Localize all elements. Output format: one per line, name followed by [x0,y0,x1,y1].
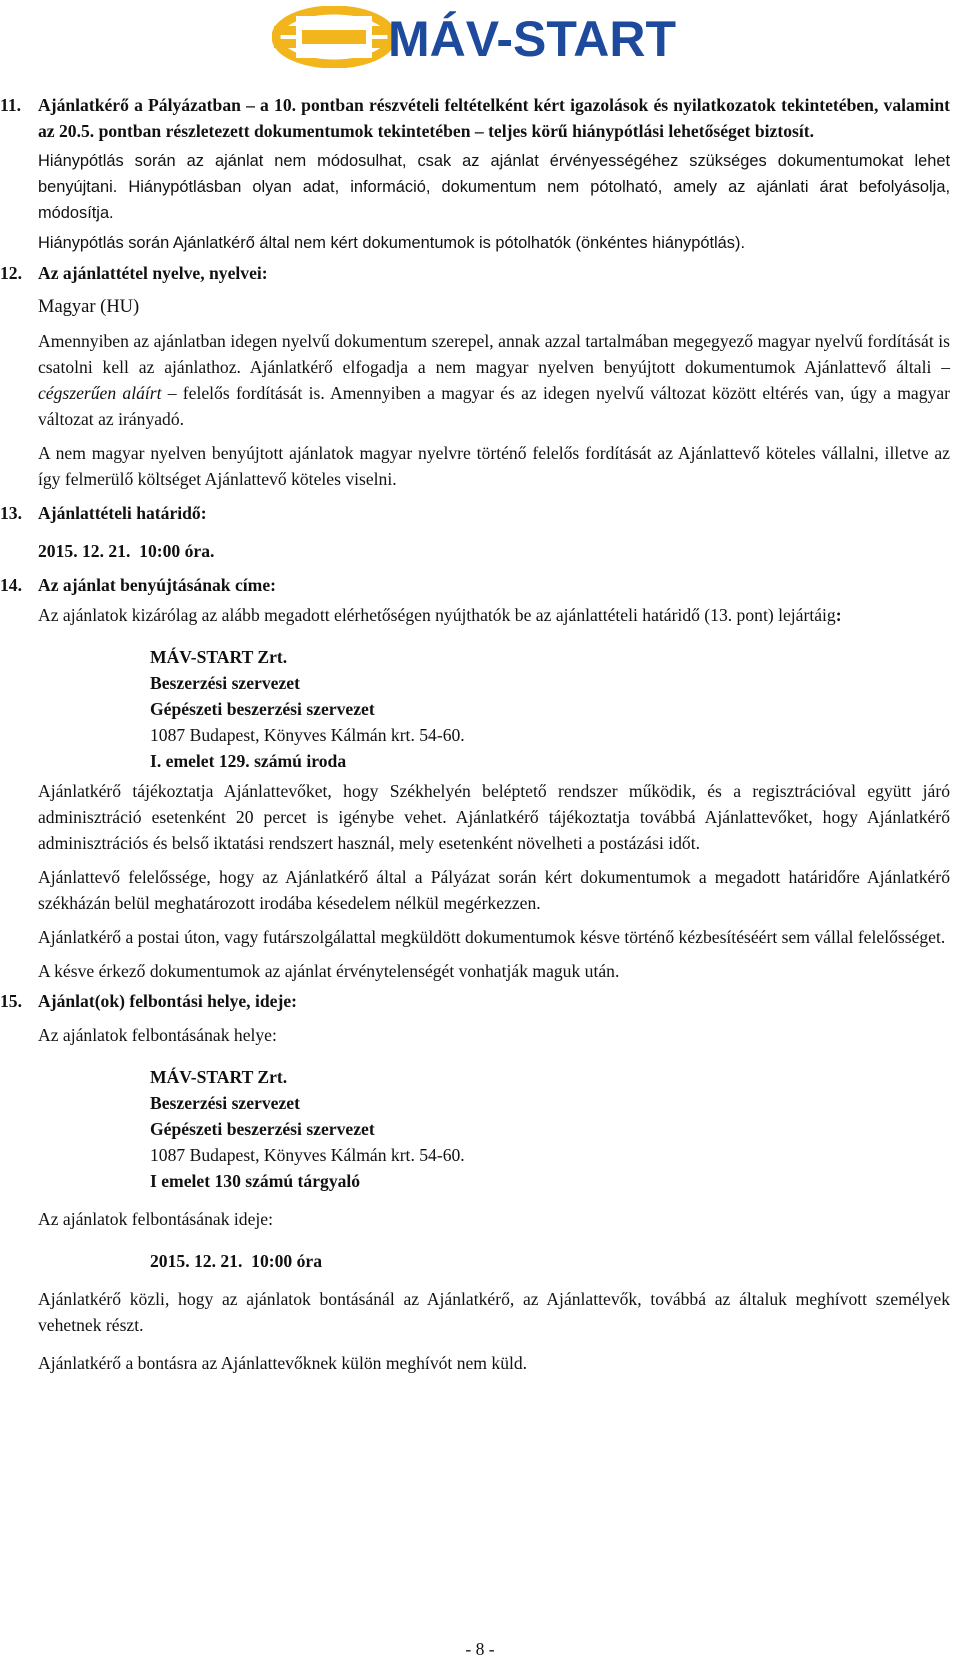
address-company: MÁV-START Zrt. [150,647,288,667]
address-org: Beszerzési szervezet [150,673,300,693]
section-13 [0,500,960,564]
section-number: 13. [0,503,22,523]
section-12 [0,260,960,492]
paragraph: Ajánlatkérő a postai úton, vagy futárszolgálattal megküldött dokumentumok késve történő kézbesítéséért sem vállal felelősséget. [38,927,946,947]
address-room-number: I. emelet 129. [150,751,250,771]
address-room-label: számú iroda [249,751,347,771]
section-title: Az ajánlattétel nyelve, nyelvei: [38,263,268,283]
submission-address [0,644,960,774]
address-company: MÁV-START Zrt. [150,1067,288,1087]
mav-start-logo [272,6,682,68]
paragraph [0,602,960,628]
paragraph-text: Az ajánlatok kizárólag az alább megadott elérhetőségen nyújthatók be az ajánlattételi határidő (13. pont) lejártáig [38,605,836,625]
paragraph: Ajánlattevő felelőssége, hogy az Ajánlatkérő által a Pályázat során kért dokumentumok a megadott határidőre Ajánlatkérő székházán belül meghatározott irodába késedelem nélkül megérkezzen. [38,867,950,913]
opening-date: 2015. 12. 21. 10:00 óra [150,1251,323,1271]
paragraph-text: : [835,605,842,625]
section-title: Ajánlattételi határidő: [38,503,207,523]
paragraph [0,328,960,432]
address-street: 1087 Budapest, Könyves Kálmán krt. 54-60. [150,725,465,745]
section-title: Ajánlatkérő a Pályázatban – a 10. pontban részvételi feltételként kért igazolások és nyilatkozatok tekintetében, valamint az 20.5. pontban részletezett dokumentumok tekintetében – teljes körű hiánypótlási lehetőséget biztosít. [38,95,950,141]
section-title: Az ajánlat benyújtásának címe: [38,575,276,595]
section-15 [0,988,960,1376]
language-value: Magyar (HU) [38,297,140,317]
deadline-date: 2015. 12. 21. 10:00 óra. [38,541,215,561]
section-number: 11. [0,95,22,115]
section-15-heading [0,988,960,1014]
address-unit: Gépészeti beszerzési szervezet [150,699,375,719]
section-number: 14. [0,575,22,595]
paragraph: Hiánypótlás során Ajánlatkérő által nem kért dokumentumok is pótolhatók (önkéntes hiánypótlás). [38,234,746,252]
logo-mark-icon [274,10,394,64]
section-title: Ajánlat(ok) felbontási helye, ideje: [38,991,297,1011]
paragraph: Ajánlatkérő közli, hogy az ajánlatok bontásánál az Ajánlatkérő, az Ajánlattevők, továbbá az általuk meghívott személyek vehetnek részt. [38,1289,950,1335]
section-11 [0,92,960,256]
paragraph: A késve érkező dokumentumok az ajánlat érvénytelenségét vonhatják maguk után. [38,961,620,981]
section-11-heading [0,92,960,144]
opening-address [0,1064,960,1194]
address-room: I emelet 130 számú tárgyaló [150,1171,361,1191]
document-body [0,92,960,1376]
address-org: Beszerzési szervezet [150,1093,300,1113]
address-street: 1087 Budapest, Könyves Kálmán krt. 54-60. [150,1145,465,1165]
section-number: 12. [0,263,22,283]
paragraph-text: Amennyiben az ajánlatban idegen nyelvű dokumentum szerepel, annak azzal tartalmában megegyező magyar nyelvű fordítását is csatolni kell az ajánlathoz. Ajánlatkérő elfogadja a nem magyar nyelven benyújtott dokumentumok Ajánlattevő általi – [38,331,950,377]
address-room [150,748,960,774]
section-14 [0,572,960,984]
logo-wordmark: MÁV-START [388,11,676,67]
section-14-heading [0,572,960,598]
paragraph: Hiánypótlás során az ajánlat nem módosulhat, csak az ajánlat érvényességéhez szükséges dokumentumokat lehet benyújtani. Hiánypótlásban olyan adat, információ, dokumentum nem pótolható, amely az ajánlati árat befolyásolja, módosítja. [38,152,950,222]
paragraph-text: – felelős fordítását is. Amennyiben a magyar és az idegen nyelvű változat között eltérés van, úgy a magyar változat az irányadó. [38,383,950,429]
opening-place-label: Az ajánlatok felbontásának helye: [38,1025,277,1045]
emphasis-text: cégszerűen aláírt [38,383,162,403]
paragraph: Ajánlatkérő a bontásra az Ajánlattevőknek külön meghívót nem küld. [38,1353,528,1373]
paragraph: Ajánlatkérő tájékoztatja Ajánlattevőket, hogy Székhelyén beléptető rendszer működik, és a regisztrációval együtt járó adminisztráció esetenként 20 percet is igénybe vehet. Ajánlatkérő tájékoztatja továbbá Ajánlattevőket, hogy Ajánlatkérő adminisztrációs és belső iktatási rendszert használ, mely esetenként növelheti a postázási időt. [38,781,950,853]
section-13-heading [0,500,960,526]
page-number: - 8 - [465,1639,495,1659]
paragraph: A nem magyar nyelven benyújtott ajánlatok magyar nyelvre történő felelős fordítását az Ajánlattevő köteles vállalni, illetve az így felmerülő költséget Ajánlattevő köteles viselni. [38,443,950,489]
section-12-heading [0,260,960,286]
address-unit: Gépészeti beszerzési szervezet [150,1119,375,1139]
opening-time-label: Az ajánlatok felbontásának ideje: [38,1209,273,1229]
section-number: 15. [0,991,22,1011]
